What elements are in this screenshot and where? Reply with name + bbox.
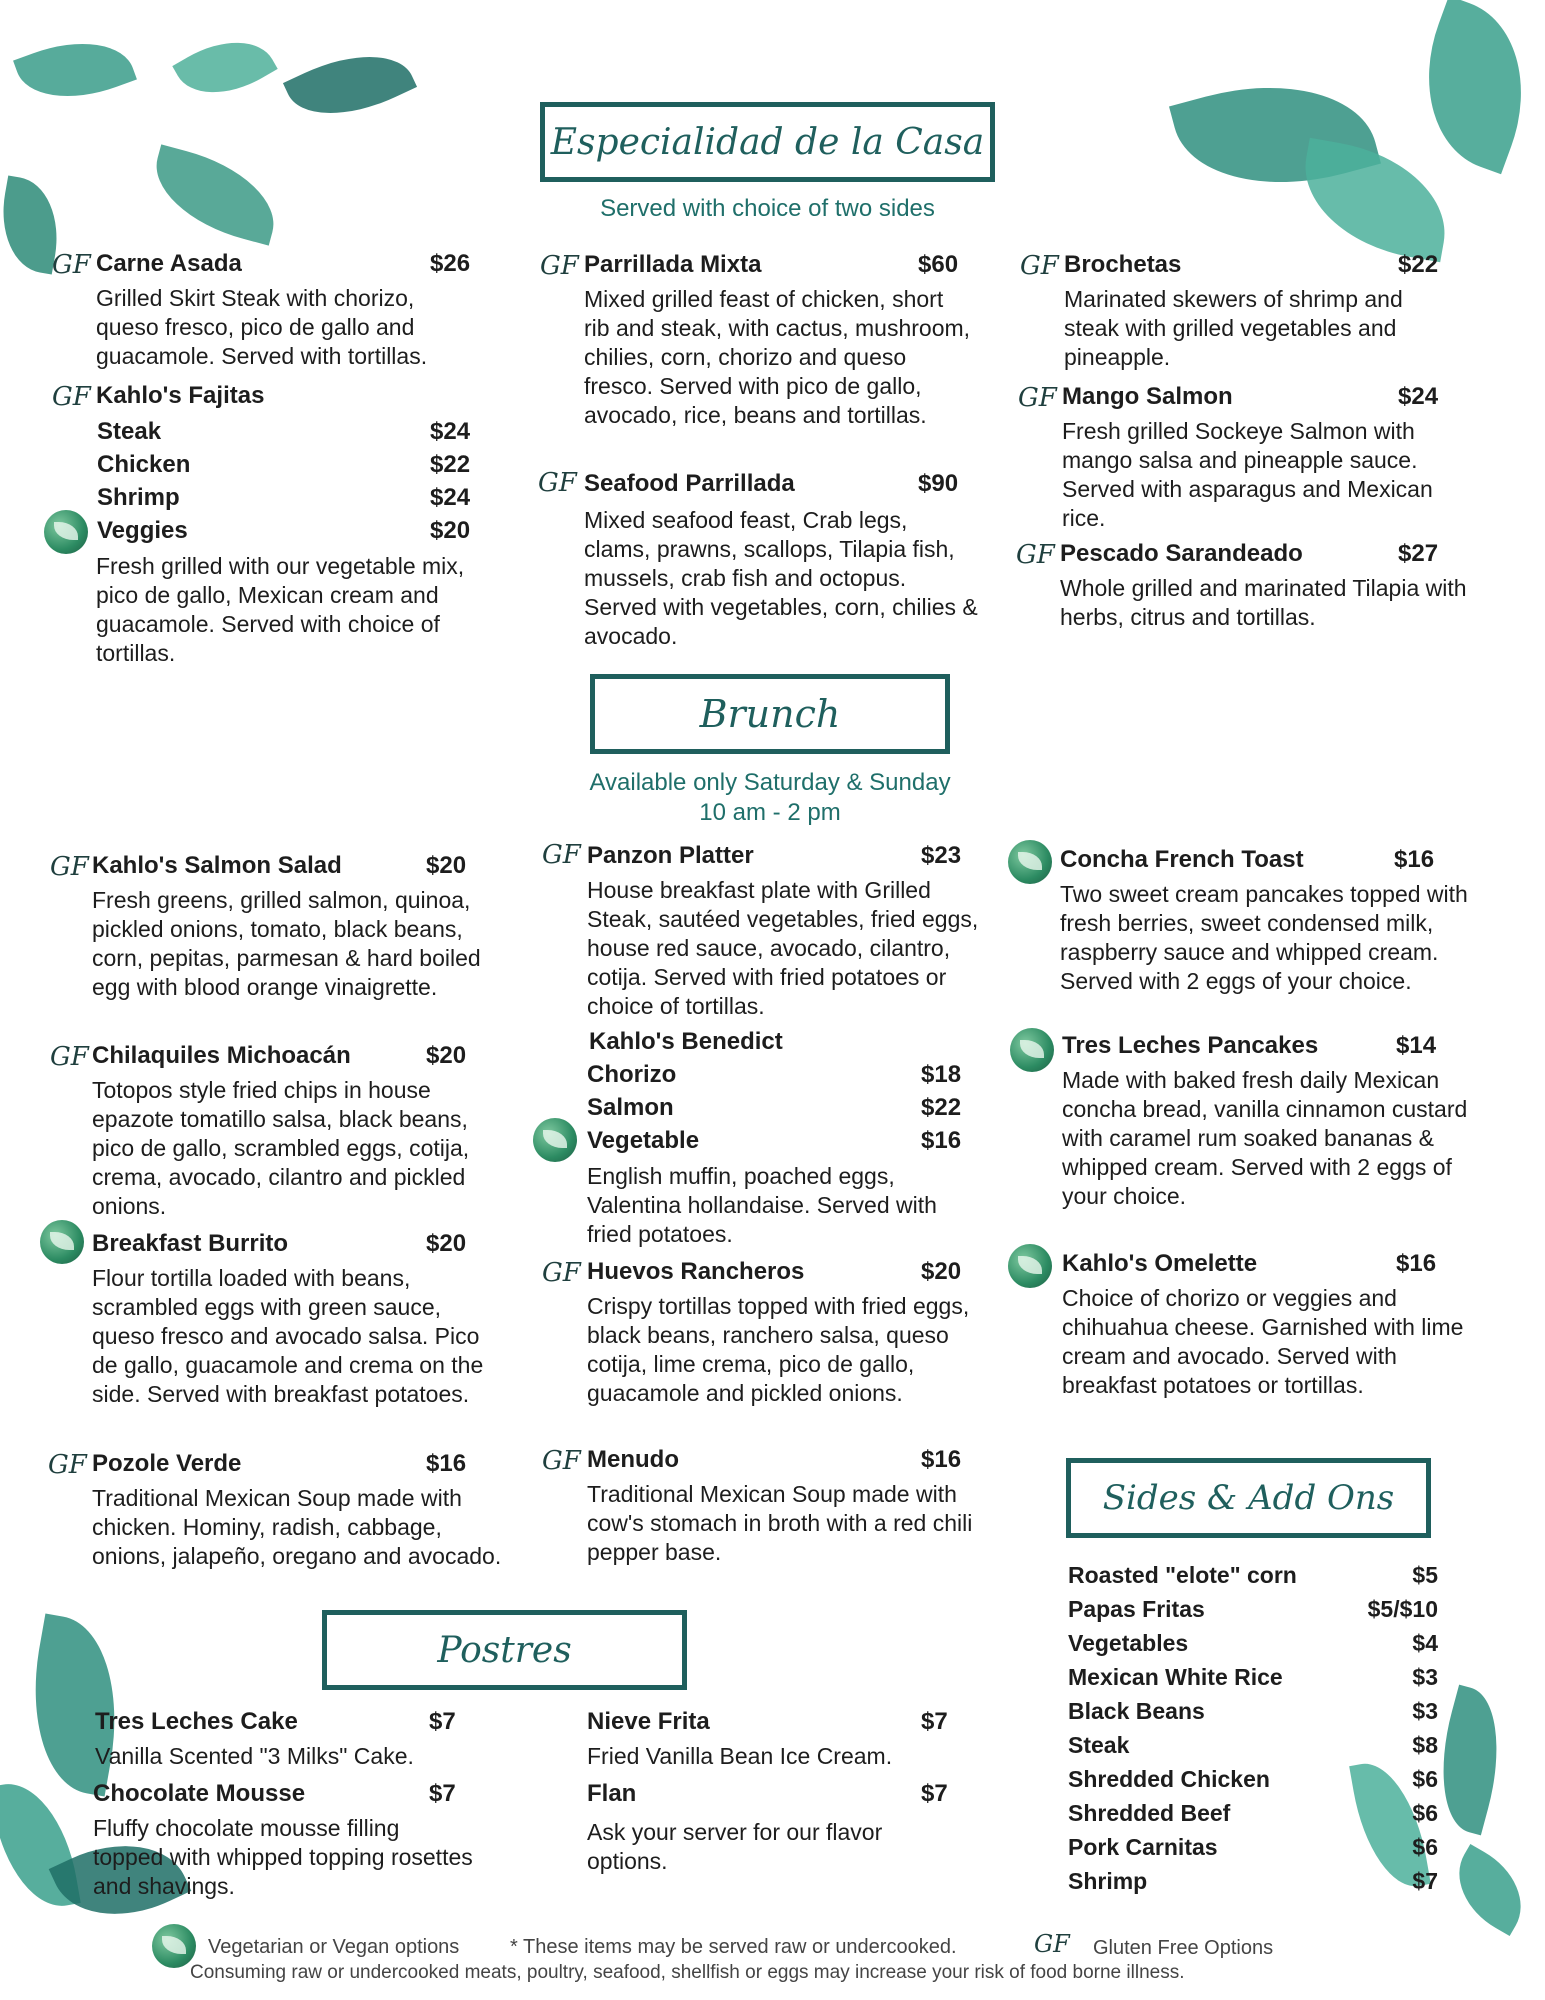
item-name: Nieve Frita: [587, 1708, 710, 1735]
side-item-name: Shredded Chicken: [1068, 1766, 1270, 1792]
item-price: $27: [1398, 540, 1439, 567]
item-description: Traditional Mexican Soup made with cow's stomach in broth with a red chili pepper base.: [587, 1481, 973, 1565]
brunch-subtitle: [520, 768, 1020, 828]
gluten-free-icon: GF: [542, 1446, 581, 1476]
vegetarian-icon: [1008, 1244, 1052, 1288]
sides-title-box: [1066, 1458, 1431, 1538]
menu-item-brochetas: [1064, 251, 1464, 372]
gluten-free-icon: GF: [542, 1258, 581, 1288]
brunch-hours: 10 am - 2 pm: [699, 799, 841, 826]
item-description: Fresh greens, grilled salmon, quinoa, pickled onions, tomato, black beans, corn, pepitas, parmesan & hard boiled egg with blood orange vinaigrette.: [92, 887, 481, 1000]
item-name: Panzon Platter: [587, 842, 754, 869]
item-price: $20: [426, 1042, 467, 1069]
gluten-free-icon: GF: [1020, 251, 1059, 281]
item-description: Fresh grilled with our vegetable mix, pico de gallo, Mexican cream and guacamole. Served with choice of tortillas.: [96, 553, 465, 666]
item-description: Traditional Mexican Soup made with chicken. Hominy, radish, cabbage, onions, jalapeño, oregano and avocado.: [92, 1485, 502, 1569]
brunch-title: Brunch: [699, 692, 841, 736]
side-item-name: Black Beans: [1068, 1698, 1205, 1724]
item-price: $16: [426, 1450, 467, 1477]
leaf-decoration: [1292, 138, 1457, 263]
benedict-heading: Kahlo's Benedict: [589, 1028, 783, 1055]
fajitas-option-veggies: [97, 517, 477, 545]
menu-item-kahlos-omelette: [1062, 1250, 1472, 1400]
gluten-free-icon: GF: [1016, 540, 1055, 570]
item-description: Vanilla Scented "3 Milks" Cake.: [95, 1743, 414, 1769]
gluten-free-icon: GF: [52, 250, 91, 280]
item-price: $7: [921, 1708, 948, 1735]
option-name: Vegetable: [587, 1127, 700, 1154]
item-description: Fried Vanilla Bean Ice Cream.: [587, 1743, 893, 1769]
item-description: House breakfast plate with Grilled Steak, sautéed vegetables, fried eggs, house red sauce, avocado, cilantro, cotija. Served with fried potatoes or choice of tortillas.: [587, 877, 979, 1019]
side-item: [1068, 1698, 1438, 1732]
leaf-decoration: [283, 32, 417, 137]
item-price: $26: [430, 250, 471, 277]
item-name: Pescado Sarandeado: [1060, 540, 1303, 567]
item-description: Flour tortilla loaded with beans, scrambled eggs with green sauce, queso fresco and avocado salsa. Pico de gallo, guacamole and crema on the side. Served with breakfast potatoes.: [92, 1265, 484, 1407]
option-name: Chicken: [97, 451, 191, 478]
gluten-free-icon: GF: [1034, 1930, 1070, 1958]
vegetarian-icon: [44, 510, 88, 554]
side-item-price: $4: [1412, 1630, 1438, 1656]
side-item-price: $5: [1412, 1562, 1438, 1588]
leaf-decoration: [1440, 1844, 1539, 1936]
menu-item-seafood-parrillada: [584, 470, 979, 651]
gluten-free-icon: GF: [50, 852, 89, 882]
option-name: Steak: [97, 418, 162, 445]
menu-item-parrillada-mixta: [584, 251, 974, 430]
side-item: [1068, 1562, 1438, 1596]
gluten-free-icon: GF: [540, 251, 579, 281]
option-price: $22: [430, 451, 471, 478]
vegetarian-icon: [1008, 840, 1052, 884]
item-price: $7: [429, 1780, 456, 1807]
menu-item-breakfast-burrito: [92, 1230, 502, 1409]
option-name: Veggies: [97, 517, 188, 544]
option-price: $24: [430, 484, 471, 511]
item-price: $23: [921, 842, 962, 869]
item-name: Tres Leches Cake: [95, 1708, 298, 1735]
side-item-name: Papas Fritas: [1068, 1596, 1205, 1622]
sides-title: Sides & Add Ons: [1102, 1478, 1395, 1518]
item-name: Breakfast Burrito: [92, 1230, 289, 1257]
leaf-decoration: [172, 21, 277, 114]
postres-title: Postres: [437, 1629, 572, 1671]
menu-item-fajitas: [96, 382, 486, 416]
item-name: Chocolate Mousse: [93, 1780, 306, 1807]
menu-item-salmon-salad: [92, 852, 482, 1002]
footer-raw-note: * These items may be served raw or undercooked.: [510, 1936, 957, 1958]
menu-item-chocolate-mousse: [93, 1780, 473, 1901]
option-price: $20: [430, 517, 471, 544]
side-item-name: Roasted "elote" corn: [1068, 1562, 1297, 1588]
benedict-option-salmon: [587, 1094, 967, 1122]
vegetarian-icon: [40, 1220, 84, 1264]
item-price: $24: [1398, 383, 1439, 410]
item-description: Ask your server for our flavor options.: [587, 1819, 883, 1874]
vegetarian-icon: [1010, 1028, 1054, 1072]
item-name: Parrillada Mixta: [584, 251, 762, 278]
item-description: Mixed grilled feast of chicken, short rib and steak, with cactus, mushroom, chilies, corn, chorizo and queso fresco. Served with pico de gallo, avocado, rice, beans and tortillas.: [584, 286, 971, 428]
option-price: $16: [921, 1127, 962, 1154]
gluten-free-icon: GF: [48, 1450, 87, 1480]
side-item: [1068, 1834, 1438, 1868]
leaf-decoration: [13, 23, 137, 117]
menu-item-mango-salmon: [1062, 383, 1462, 533]
item-name: Kahlo's Omelette: [1062, 1250, 1258, 1277]
side-item-price: $8: [1412, 1732, 1438, 1758]
fajitas-option-steak: [97, 418, 477, 446]
footer-warning: Consuming raw or undercooked meats, poultry, seafood, shellfish or eggs may increase your risk of food borne illness.: [190, 1962, 1185, 1983]
side-item: [1068, 1596, 1438, 1630]
option-name: Chorizo: [587, 1061, 677, 1088]
item-price: $7: [921, 1780, 948, 1807]
item-name: Concha French Toast: [1060, 846, 1304, 873]
side-item-name: Vegetables: [1068, 1630, 1189, 1656]
side-item-price: $6: [1412, 1800, 1438, 1826]
item-name: Chilaquiles Michoacán: [92, 1042, 351, 1069]
gluten-free-icon: GF: [1018, 383, 1057, 413]
item-price: $16: [921, 1446, 962, 1473]
menu-item-huevos-rancheros: [587, 1258, 997, 1408]
menu-item-nieve-frita: [587, 1708, 987, 1771]
postres-title-box: [322, 1610, 687, 1690]
fajitas-option-chicken: [97, 451, 477, 479]
option-name: Shrimp: [97, 484, 180, 511]
item-name: Brochetas: [1064, 251, 1182, 278]
menu-item-tres-leches-cake: [95, 1708, 475, 1771]
side-item: [1068, 1868, 1438, 1902]
item-name: Seafood Parrillada: [584, 470, 795, 497]
menu-item-concha-french-toast: [1060, 846, 1470, 996]
footer-veg-label: Vegetarian or Vegan options: [208, 1936, 460, 1958]
item-name: Menudo: [587, 1446, 679, 1473]
side-item-name: Steak: [1068, 1732, 1130, 1758]
item-description: English muffin, poached eggs, Valentina hollandaise. Served with fried potatoes.: [587, 1163, 937, 1247]
item-name: Flan: [587, 1780, 637, 1807]
side-item: [1068, 1630, 1438, 1664]
item-description: Grilled Skirt Steak with chorizo, queso fresco, pico de gallo and guacamole. Served with tortillas.: [96, 285, 428, 369]
item-price: $60: [918, 251, 959, 278]
menu-item-menudo: [587, 1446, 997, 1567]
sides-list: [1068, 1562, 1438, 1902]
menu-item-tres-leches-pancakes: [1062, 1032, 1472, 1211]
brunch-availability: Available only Saturday & Sunday: [589, 769, 951, 796]
item-name: Huevos Rancheros: [587, 1258, 805, 1285]
menu-item-pescado-sarandeado: [1060, 540, 1470, 632]
option-price: $22: [921, 1094, 962, 1121]
gluten-free-icon: GF: [542, 840, 581, 870]
gluten-free-icon: GF: [52, 382, 91, 412]
item-price: $22: [1398, 251, 1439, 278]
side-item: [1068, 1664, 1438, 1698]
item-name: Carne Asada: [96, 250, 242, 277]
item-description: Made with baked fresh daily Mexican concha bread, vanilla cinnamon custard with caramel rum soaked bananas & whipped cream. Served with 2 eggs of your choice.: [1062, 1067, 1468, 1209]
side-item-price: $3: [1412, 1698, 1438, 1724]
especialidad-subtitle: Served with choice of two sides: [600, 195, 935, 222]
side-item-name: Shredded Beef: [1068, 1800, 1231, 1826]
item-description: Crispy tortillas topped with fried eggs, black beans, ranchero salsa, queso cotija, lime crema, pico de gallo, guacamole and pickled onions.: [587, 1293, 970, 1406]
side-item: [1068, 1732, 1438, 1766]
menu-item-flan: [587, 1780, 957, 1876]
item-name: Tres Leches Pancakes: [1062, 1032, 1319, 1059]
menu-item-pozole-verde: [92, 1450, 512, 1571]
side-item: [1068, 1800, 1438, 1834]
side-item: [1068, 1766, 1438, 1800]
footer-gf-label: Gluten Free Options: [1093, 1937, 1274, 1959]
side-item-price: $5/$10: [1367, 1596, 1438, 1622]
especialidad-title-box: [540, 102, 995, 182]
item-description: Choice of chorizo or veggies and chihuahua cheese. Garnished with lime cream and avocado. Served with breakfast potatoes or tortillas.: [1062, 1285, 1464, 1398]
side-item-price: $6: [1412, 1766, 1438, 1792]
item-price: $90: [918, 470, 959, 497]
benedict-option-chorizo: [587, 1061, 967, 1089]
leaf-decoration: [1398, 0, 1545, 174]
item-description: Totopos style fried chips in house epazote tomatillo salsa, black beans, pico de gallo, scrambled eggs, cotija, crema, avocado, cilantro and pickled onions.: [92, 1077, 470, 1219]
menu-item-carne-asada: [96, 250, 476, 371]
item-description: Mixed seafood feast, Crab legs, clams, prawns, scallops, Tilapia fish, mussels, crab fish and octopus. Served with vegetables, corn, chilies & avocado.: [584, 507, 978, 649]
gluten-free-icon: GF: [50, 1042, 89, 1072]
item-description: Whole grilled and marinated Tilapia with herbs, citrus and tortillas.: [1060, 575, 1467, 630]
side-item-price: $3: [1412, 1664, 1438, 1690]
option-price: $24: [430, 418, 471, 445]
side-item-price: $7: [1412, 1868, 1438, 1894]
item-description: Fresh grilled Sockeye Salmon with mango salsa and pineapple sauce. Served with asparagus and Mexican rice.: [1062, 418, 1433, 531]
item-name: Kahlo's Salmon Salad: [92, 852, 342, 879]
item-price: $7: [429, 1708, 456, 1735]
side-item-name: Mexican White Rice: [1068, 1664, 1283, 1690]
leaf-decoration: [143, 144, 287, 245]
especialidad-title: Especialidad de la Casa: [550, 121, 985, 163]
brunch-title-box: [590, 674, 950, 754]
side-item-name: Pork Carnitas: [1068, 1834, 1218, 1860]
item-price: $20: [426, 852, 467, 879]
item-name: Mango Salmon: [1062, 383, 1233, 410]
option-name: Salmon: [587, 1094, 674, 1121]
option-price: $18: [921, 1061, 962, 1088]
item-name: Kahlo's Fajitas: [96, 382, 265, 409]
menu-item-panzon-platter: [587, 842, 997, 1021]
fajitas-option-shrimp: [97, 484, 477, 512]
item-price: $14: [1396, 1032, 1437, 1059]
side-item-price: $6: [1412, 1834, 1438, 1860]
item-price: $16: [1394, 846, 1435, 873]
side-item-name: Shrimp: [1068, 1868, 1148, 1894]
item-price: $20: [921, 1258, 962, 1285]
gluten-free-icon: GF: [538, 468, 577, 498]
item-price: $16: [1396, 1250, 1437, 1277]
menu-item-chilaquiles: [92, 1042, 492, 1221]
item-description: Fluffy chocolate mousse filling topped with whipped topping rosettes and shavings.: [93, 1815, 473, 1899]
item-description: Two sweet cream pancakes topped with fresh berries, sweet condensed milk, raspberry sauce and whipped cream. Served with 2 eggs of your choice.: [1060, 881, 1468, 994]
item-name: Pozole Verde: [92, 1450, 242, 1477]
benedict-option-vegetable: [587, 1127, 967, 1155]
item-description: Marinated skewers of shrimp and steak with grilled vegetables and pineapple.: [1064, 286, 1403, 370]
vegetarian-icon: [533, 1118, 577, 1162]
item-price: $20: [426, 1230, 467, 1257]
